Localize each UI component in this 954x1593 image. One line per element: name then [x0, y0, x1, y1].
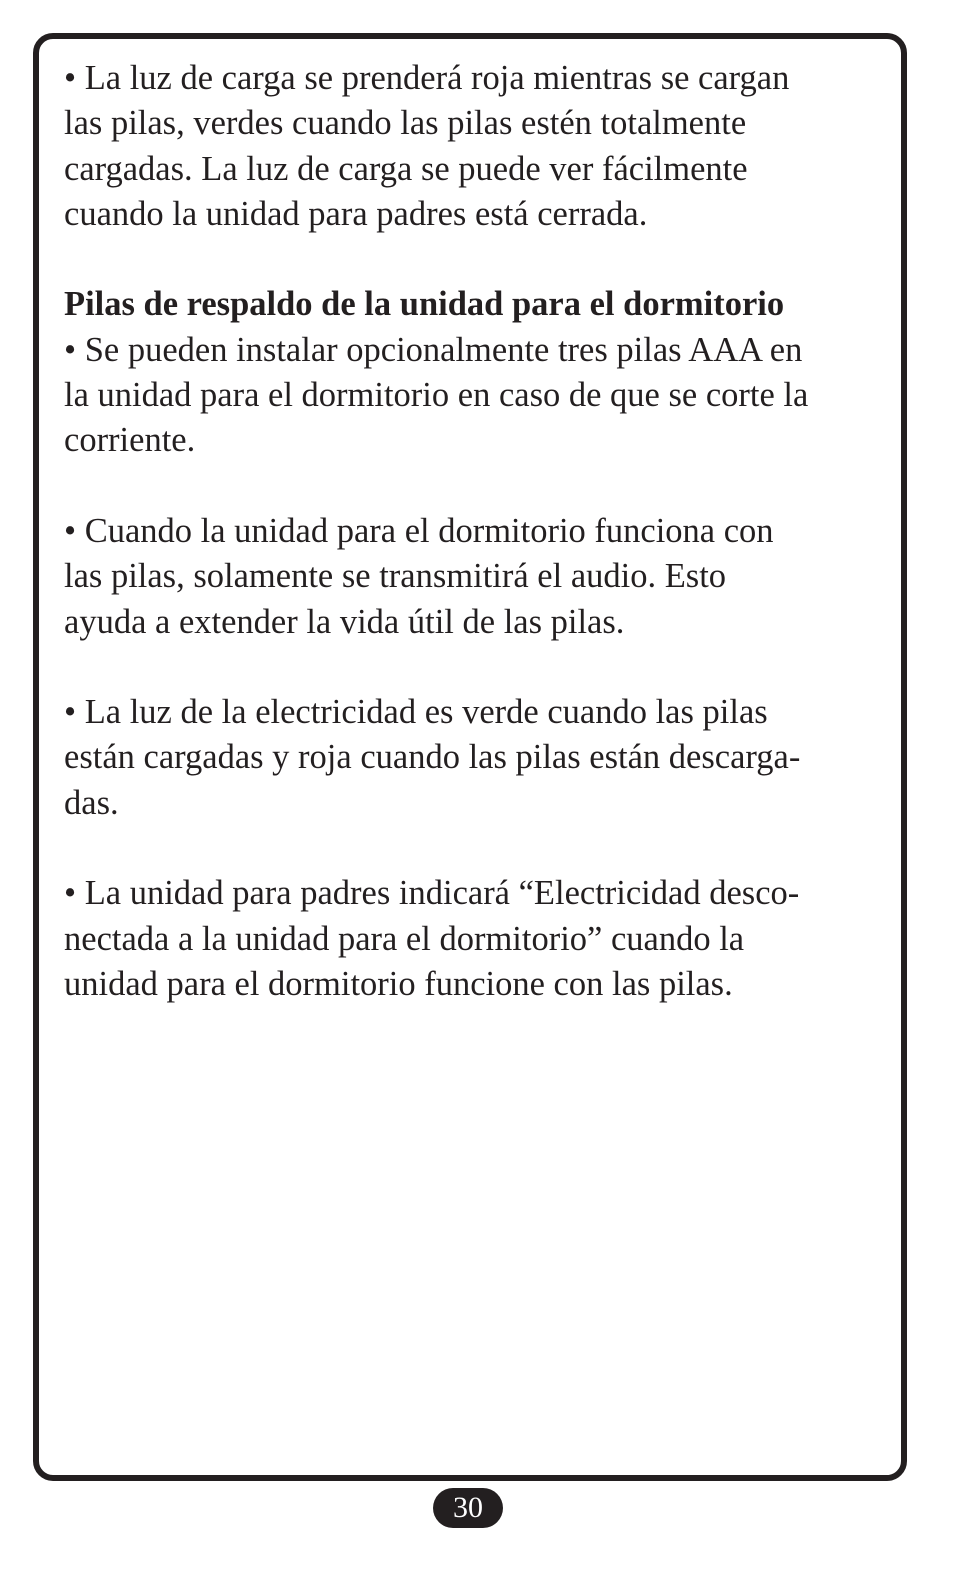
- text-line: • La unidad para padres indicará “Electricidad desco-: [64, 874, 800, 913]
- text-line: das.: [64, 783, 119, 822]
- text-line: corriente.: [64, 421, 196, 460]
- text-line: la unidad para el dormitorio en caso de que se corte la: [64, 376, 809, 415]
- paragraph-charging-light: [64, 56, 894, 237]
- paragraph-audio-only: [64, 509, 894, 645]
- paragraph-backup-batteries: [64, 282, 894, 463]
- section-heading: Pilas de respaldo de la unidad para el dormitorio: [64, 285, 785, 324]
- paragraph-power-light: [64, 690, 894, 826]
- page-content: [64, 56, 894, 1053]
- page-number-badge: 30: [433, 1488, 503, 1528]
- text-line: cargadas. La luz de carga se puede ver fácilmente: [64, 149, 748, 188]
- text-line: están cargadas y roja cuando las pilas están descarga-: [64, 738, 801, 777]
- text-line: cuando la unidad para padres está cerrada.: [64, 194, 648, 233]
- paragraph-parent-unit-indication: [64, 871, 894, 1007]
- text-line: las pilas, verdes cuando las pilas estén totalmente: [64, 104, 747, 143]
- text-line: • La luz de la electricidad es verde cuando las pilas: [64, 693, 768, 732]
- text-line: • Se pueden instalar opcionalmente tres pilas AAA en: [64, 330, 803, 369]
- text-line: • La luz de carga se prenderá roja mientras se cargan: [64, 59, 790, 97]
- text-line: ayuda a extender la vida útil de las pilas.: [64, 602, 625, 641]
- text-line: • Cuando la unidad para el dormitorio funciona con: [64, 511, 774, 550]
- text-line: unidad para el dormitorio funcione con las pilas.: [64, 964, 733, 1003]
- text-line: las pilas, solamente se transmitirá el audio. Esto: [64, 557, 727, 596]
- text-line: nectada a la unidad para el dormitorio” cuando la: [64, 919, 745, 958]
